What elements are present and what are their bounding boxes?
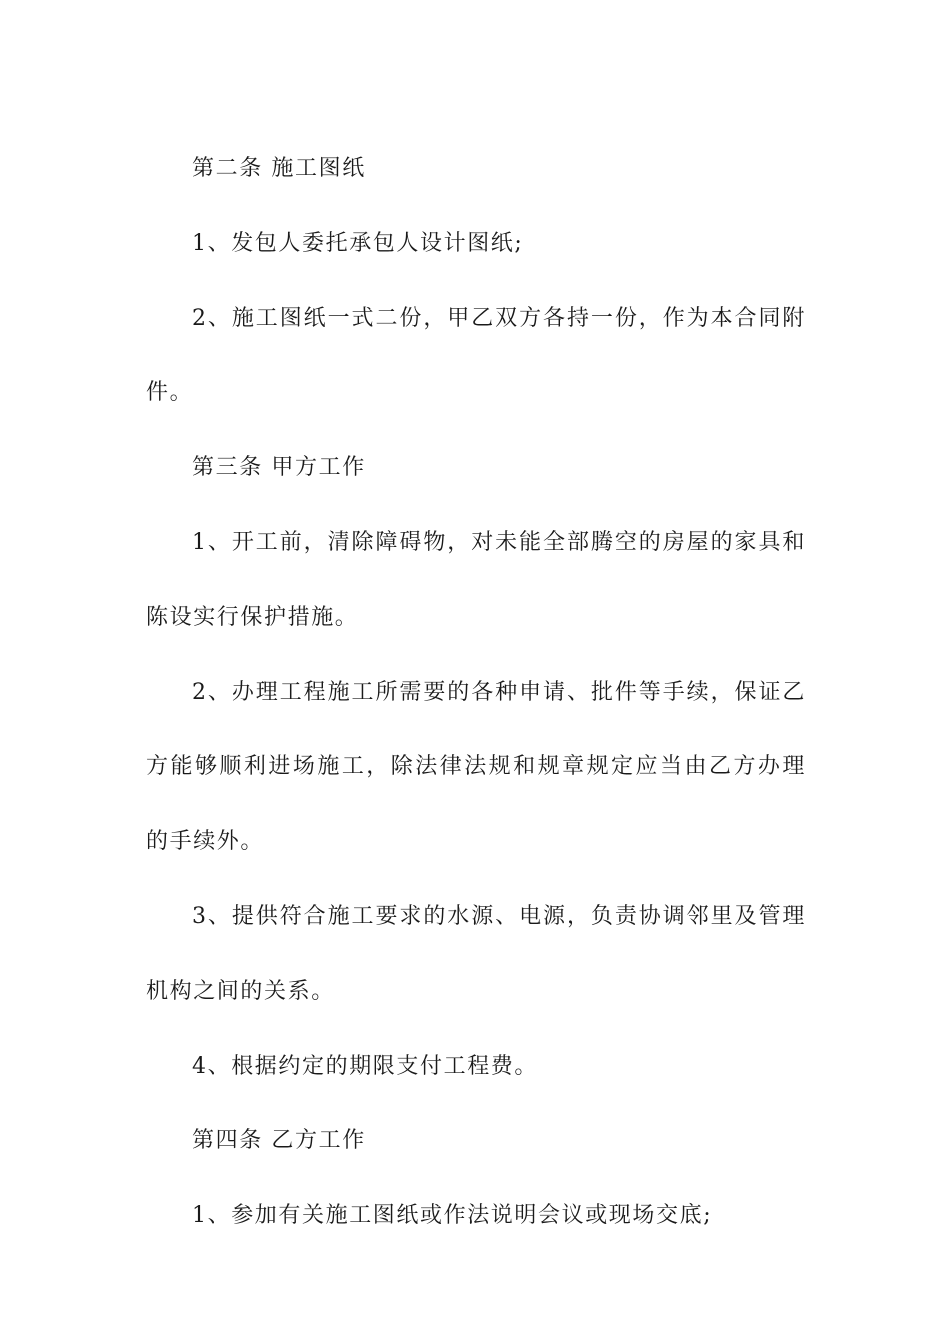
paragraph: 2、施工图纸一式二份，甲乙双方各持一份，作为本合同附件。: [146, 305, 806, 406]
section-heading-4: 第四条 乙方工作: [192, 1128, 366, 1154]
paragraph: 2、办理工程施工所需要的各种申请、批件等手续，保证乙方能够顺利进场施工，除法律法规和规章规定应当由乙方办理的手续外。: [146, 679, 806, 855]
paragraph: 1、参加有关施工图纸或作法说明会议或现场交底;: [192, 1203, 713, 1229]
paragraph: 4、根据约定的期限支付工程费。: [192, 1053, 538, 1079]
paragraph: 1、发包人委托承包人设计图纸;: [192, 230, 524, 256]
section-heading-3: 第三条 甲方工作: [192, 455, 366, 481]
section-heading-2: 第二条 施工图纸: [192, 156, 366, 181]
paragraph: 3、提供符合施工要求的水源、电源，负责协调邻里及管理机构之间的关系。: [146, 903, 806, 1004]
document-body: [146, 132, 806, 1254]
paragraph: 1、开工前，清除障碍物，对未能全部腾空的房屋的家具和陈设实行保护措施。: [146, 529, 806, 630]
